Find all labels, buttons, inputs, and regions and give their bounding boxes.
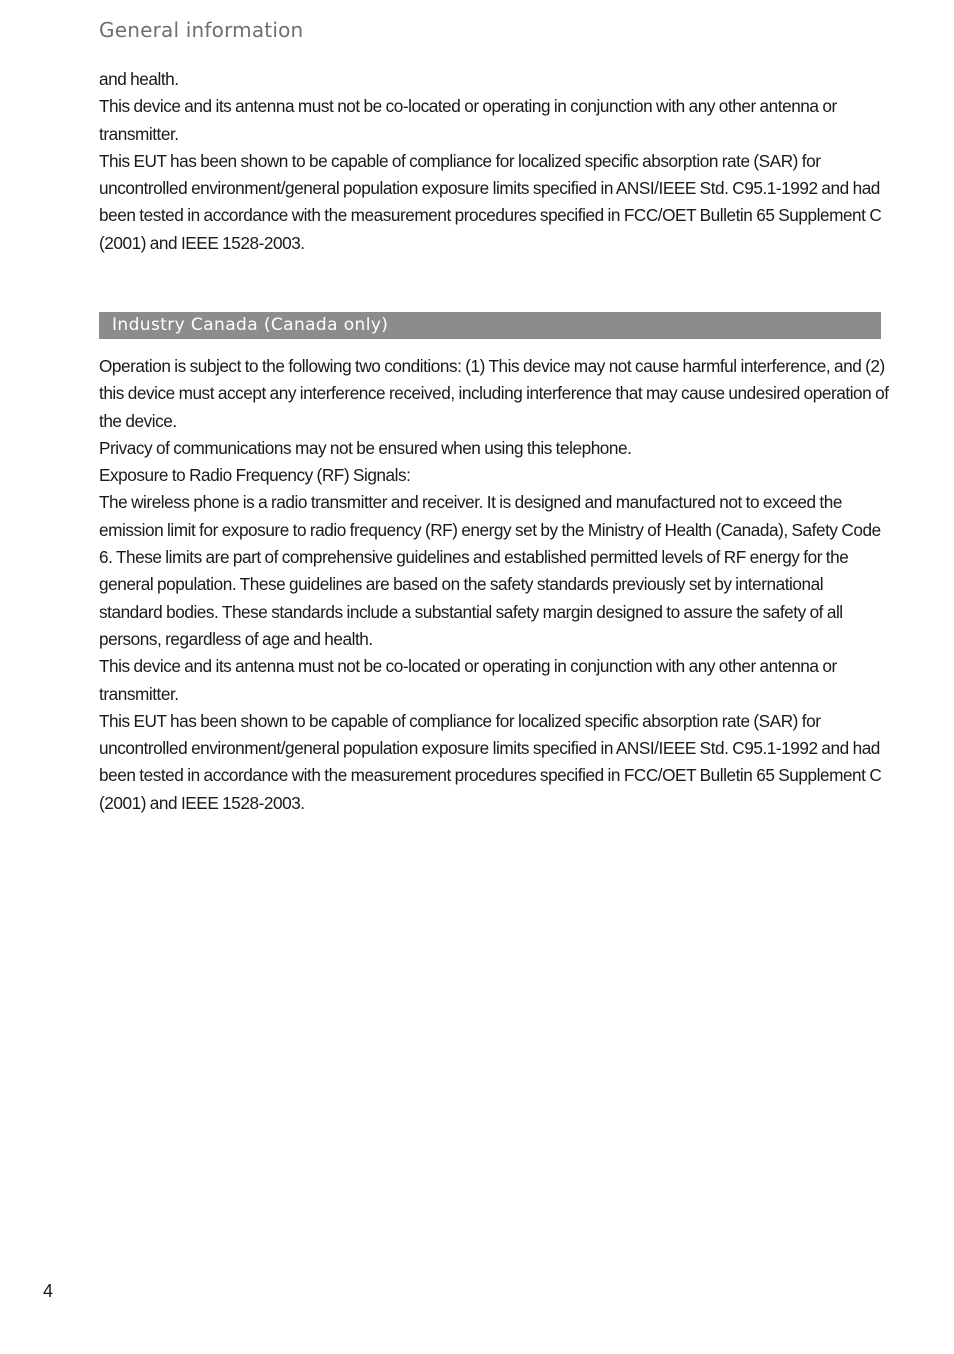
section-text-block: [99, 353, 889, 817]
paragraph: and health.: [99, 69, 179, 89]
paragraph: The wireless phone is a radio transmitter and receiver. It is designed and manufactured not to exceed the emission limit for exposure to radio frequency (RF) energy set by the Ministry of Health (Canada), Safety Code 6. These limits are part of comprehensive guidelines and established permitted levels of RF energy for the general population. These guidelines are based on the safety standards previously set by international standard bodies. These standards include a substantial safety margin designed to assure the safety of all persons, regardless of age and health.: [99, 492, 881, 649]
continued-text-block: [99, 66, 889, 257]
paragraph: This EUT has been shown to be capable of compliance for localized specific absorption rate (SAR) for uncontrolled environment/general population exposure limits specified in ANSI/IEEE Std. C95.1-1992 and had been tested in accordance with the measurement procedures specified in FCC/OET Bulletin 65 Supplement C (2001) and IEEE 1528-2003.: [99, 710, 882, 813]
page-number: 4: [43, 1281, 54, 1301]
page-header-title: General information: [99, 18, 304, 42]
paragraph: Operation is subject to the following two conditions: (1) This device may not cause harmful interference, and (2) this device must accept any interference received, including interference that may cause undesired operation of the device.: [99, 356, 889, 431]
section-heading-bar: [99, 312, 881, 339]
paragraph: This device and its antenna must not be co-located or operating in conjunction with any other antenna or transmitter.: [99, 656, 837, 704]
paragraph: Exposure to Radio Frequency (RF) Signals:: [99, 465, 411, 486]
paragraph: This device and its antenna must not be co-located or operating in conjunction with any other antenna or transmitter.: [99, 96, 837, 144]
paragraph: This EUT has been shown to be capable of compliance for localized specific absorption rate (SAR) for uncontrolled environment/general population exposure limits specified in ANSI/IEEE Std. C95.1-1992 and had been tested in accordance with the measurement procedures specified in FCC/OET Bulletin 65 Supplement C (2001) and IEEE 1528-2003.: [99, 150, 882, 253]
section-heading: Industry Canada (Canada only): [112, 315, 389, 335]
paragraph: Privacy of communications may not be ensured when using this telephone.: [99, 437, 632, 458]
